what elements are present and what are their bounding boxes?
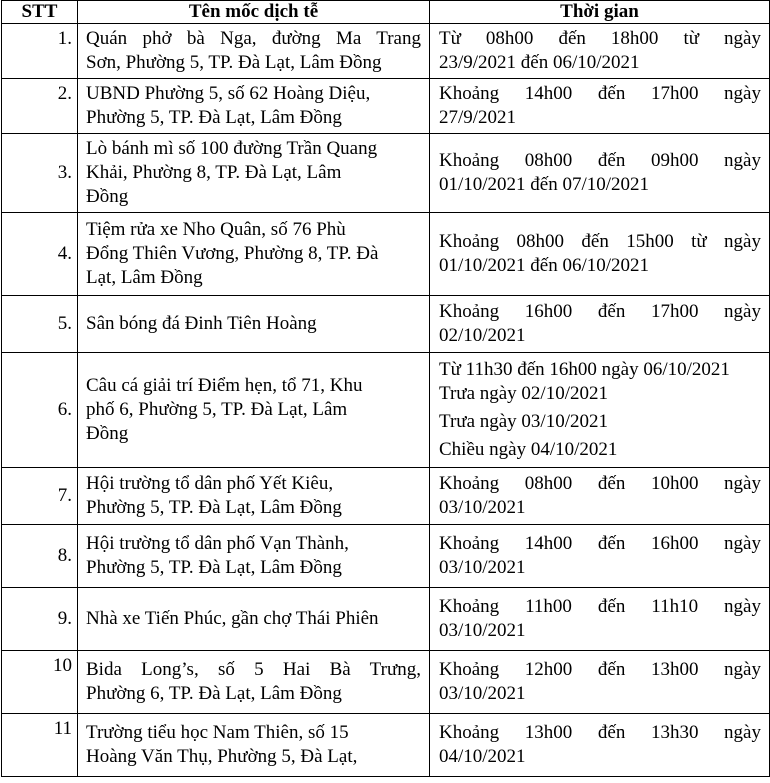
time-line: Khoảng 13h00 đến 13h30 ngày — [439, 722, 761, 743]
time-cell — [430, 134, 770, 213]
place-line: Nhà xe Tiến Phúc, gần chợ Thái Phiên — [86, 608, 379, 629]
time-line: 03/10/2021 — [439, 620, 526, 641]
time-line: Khoảng 14h00 đến 16h00 ngày — [439, 533, 761, 554]
time-cell — [430, 588, 770, 651]
time-line: Khoảng 08h00 đến 10h00 ngày — [439, 473, 761, 494]
place-line: Lạt, Lâm Đồng — [86, 267, 203, 288]
place-cell — [78, 296, 430, 353]
table-row — [2, 588, 770, 651]
header-stt: STT — [2, 1, 78, 24]
place-cell — [78, 79, 430, 134]
time-cell — [430, 213, 770, 296]
row-number: 2. — [2, 79, 78, 134]
place-line: Sơn, Phường 5, TP. Đà Lạt, Lâm Đồng — [86, 52, 382, 73]
time-line: Khoảng 12h00 đến 13h00 ngày — [439, 659, 761, 680]
place-line: Trường tiểu học Nam Thiên, số 15 — [86, 722, 349, 743]
epidemiological-locations-table — [1, 0, 770, 777]
place-cell — [78, 588, 430, 651]
time-cell — [430, 296, 770, 353]
place-line: Đổng Thiên Vương, Phường 8, TP. Đà — [86, 243, 379, 264]
table-row — [2, 24, 770, 79]
table-row — [2, 714, 770, 777]
place-line: Tiệm rửa xe Nho Quân, số 76 Phù — [86, 219, 346, 240]
place-line: Phường 5, TP. Đà Lạt, Lâm Đồng — [86, 497, 342, 518]
row-number: 8. — [2, 525, 78, 588]
time-line: Khoảng 11h00 đến 11h10 ngày — [439, 596, 761, 617]
place-cell — [78, 213, 430, 296]
place-line: Khải, Phường 8, TP. Đà Lạt, Lâm — [86, 162, 342, 183]
place-line: Đồng — [86, 423, 129, 444]
place-line: Phường 5, TP. Đà Lạt, Lâm Đồng — [86, 557, 342, 578]
time-line: 27/9/2021 — [439, 107, 517, 128]
place-line: Sân bóng đá Đinh Tiên Hoàng — [86, 313, 317, 334]
time-line: Trưa ngày 03/10/2021 — [439, 411, 608, 432]
table-row — [2, 353, 770, 468]
place-line: UBND Phường 5, số 62 Hoàng Diệu, — [86, 83, 371, 104]
table-row — [2, 525, 770, 588]
time-line: 02/10/2021 — [439, 325, 526, 346]
row-number: 4. — [2, 213, 78, 296]
time-line: Từ 08h00 đến 18h00 từ ngày — [439, 28, 761, 49]
row-number: 6. — [2, 353, 78, 468]
place-line: Quán phở bà Nga, đường Ma Trang — [86, 28, 421, 49]
table-row — [2, 213, 770, 296]
place-cell — [78, 24, 430, 79]
time-cell — [430, 353, 770, 468]
time-cell — [430, 525, 770, 588]
place-line: Hội trường tổ dân phố Yết Kiêu, — [86, 473, 334, 494]
table-row — [2, 134, 770, 213]
time-line: Khoảng 08h00 đến 09h00 ngày — [439, 150, 761, 171]
time-line: 01/10/2021 đến 07/10/2021 — [439, 174, 650, 195]
row-number: 3. — [2, 134, 78, 213]
place-cell — [78, 714, 430, 777]
time-line: Trưa ngày 02/10/2021 — [439, 383, 608, 404]
table-row — [2, 79, 770, 134]
table-row — [2, 651, 770, 714]
time-line: 03/10/2021 — [439, 497, 526, 518]
time-cell — [430, 24, 770, 79]
place-line: Hoàng Văn Thụ, Phường 5, Đà Lạt, — [86, 746, 358, 767]
row-number: 11 — [2, 714, 78, 777]
time-cell — [430, 79, 770, 134]
time-line: Từ 11h30 đến 16h00 ngày 06/10/2021 — [439, 359, 730, 380]
table-row — [2, 296, 770, 353]
time-line: 01/10/2021 đến 06/10/2021 — [439, 255, 650, 276]
place-cell — [78, 651, 430, 714]
row-number: 5. — [2, 296, 78, 353]
place-line: Đồng — [86, 186, 129, 207]
place-cell — [78, 134, 430, 213]
row-number: 7. — [2, 468, 78, 525]
time-line: 04/10/2021 — [439, 746, 526, 767]
row-number: 1. — [2, 24, 78, 79]
time-line: Khoảng 14h00 đến 17h00 ngày — [439, 83, 761, 104]
row-number: 9. — [2, 588, 78, 651]
table-header-row — [2, 1, 770, 24]
place-line: Phường 6, TP. Đà Lạt, Lâm Đồng — [86, 683, 342, 704]
time-line: 03/10/2021 — [439, 683, 526, 704]
time-line: Khoảng 08h00 đến 15h00 từ ngày — [439, 231, 761, 252]
table-row — [2, 468, 770, 525]
place-line: Bida Long’s, số 5 Hai Bà Trưng, — [86, 659, 421, 680]
time-cell — [430, 468, 770, 525]
time-line: 23/9/2021 đến 06/10/2021 — [439, 52, 640, 73]
time-line: Chiều ngày 04/10/2021 — [439, 439, 618, 460]
place-line: Phường 5, TP. Đà Lạt, Lâm Đồng — [86, 107, 342, 128]
place-line: Hội trường tổ dân phố Vạn Thành, — [86, 533, 349, 554]
header-place: Tên mốc dịch tễ — [78, 1, 430, 24]
place-cell — [78, 353, 430, 468]
place-line: phố 6, Phường 5, TP. Đà Lạt, Lâm — [86, 399, 348, 420]
row-number: 10 — [2, 651, 78, 714]
place-line: Lò bánh mì số 100 đường Trần Quang — [86, 138, 378, 159]
place-cell — [78, 468, 430, 525]
header-time: Thời gian — [430, 1, 770, 24]
time-cell — [430, 651, 770, 714]
time-line: 03/10/2021 — [439, 557, 526, 578]
place-line: Câu cá giải trí Điểm hẹn, tổ 71, Khu — [86, 375, 363, 396]
time-line: Khoảng 16h00 đến 17h00 ngày — [439, 301, 761, 322]
time-cell — [430, 714, 770, 777]
place-cell — [78, 525, 430, 588]
